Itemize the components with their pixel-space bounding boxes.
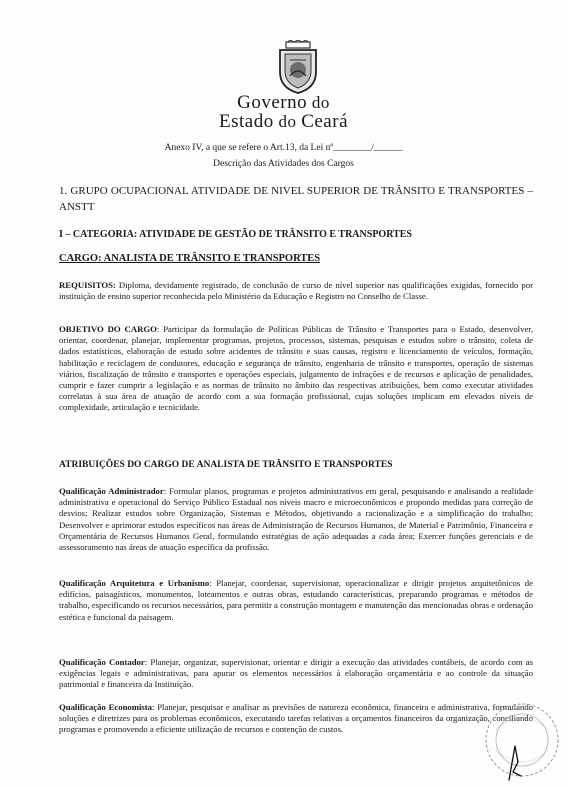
categoria-heading: I – CATEGORIA: ATIVIDADE DE GESTÃO DE TRÂNSITO E TRANSPORTES bbox=[59, 229, 412, 240]
qualificacao-label: Qualificação Economista bbox=[59, 702, 153, 712]
qualificacao-text: : Formular planos, programas e projetos administrativos em geral, pesquisando e analisando a realidade administrativa e operacional do Serviço Público Estadual nos níveis macro e microeconômicos e propondo medidas para correção de desvios; Realizar estudos sobre Organização, Sistemas e Métodos, objetivando a racionalização e a simplificação do trabalho; Desenvolver e aprimorar estudos específicos nas áreas de Administração de Recursos Humanos, de Material e Patrimônio, Financeira e Orçamentária de Recursos Humanos Geral, formulando estratégias de ação adequadas a cada área; Exercer funções gerenciais e de assessoramento nas áreas de atuação específica da profissão. bbox=[59, 486, 533, 553]
gov-word-ceara: Ceará bbox=[301, 111, 349, 132]
qualificacao-label: Qualificação Arquitetura e Urbanismo bbox=[59, 578, 210, 588]
cargo-heading: CARGO: ANALISTA DE TRÂNSITO E TRANSPORTES bbox=[59, 253, 321, 264]
objetivo-text: : Participar da formulação de Políticas Públicas de Trânsito e Transportes para o Estado, desenvolver, orientar, coordenar, planejar, implementar programas, projetos, processos, sistemas, pesquisas e estudos sobre o trânsito, coleta de dados estatísticos, elaboração de estudo sobre acidentes de trânsito e suas causas, registro e licenciamento de veículos, formação, habilitação e reciclagem de condutores, educação e segurança de trânsito, engenharia de trânsito e transportes, operação de sistemas viários, fiscalização de trânsito e transportes e operações especiais, julgamento de infrações e de recursos e aplicação de penalidades, cumprir e fazer cumprir a legislação e as normas de trânsito no âmbito das respectivas atribuições, bem como executar atividades correlatas à sua área de atuação de acordo com a sua formação profissional, cujas soluções implicam em elevados níveis de complexidade, articulação e tecnicidade. bbox=[59, 324, 534, 413]
qualificacao-label: Qualificação Administrador bbox=[59, 486, 164, 496]
gov-word-estado: Estado bbox=[218, 111, 274, 132]
qualificacao-text: : Planejar, pesquisar e analisar as previsões de natureza econômica, financeira e administrativa, formulando soluções e diretrizes para os problemas econômicos, executando tarefas relativas a orçamentos financeiros da organização, conciliando programas e promovendo a eficiente utilização de recursos e contenção de custos. bbox=[59, 702, 534, 735]
grupo-heading: 1. GRUPO OCUPACIONAL ATIVIDADE DE NIVEL SUPERIOR DE TRÂNSITO E TRANSPORTES – ANSTT bbox=[59, 185, 533, 213]
anexo-description: Descrição das Atividades dos Cargos bbox=[213, 159, 354, 169]
signature-icon bbox=[505, 742, 525, 782]
qualificacao-economista bbox=[59, 702, 533, 736]
requisitos-text: Diploma, devidamente registrado, de conclusão de curso de nível superior nas qualificações exigidas, fornecido por instituição de ensino superior reconhecida pelo Ministério da Educação e Registro no Conselho de Classe. bbox=[59, 280, 533, 302]
ceara-coat-of-arms-icon bbox=[276, 40, 320, 94]
qualificacao-text: : Planejar, coordenar, supervisionar, operacionalizar e dirigir projetos arquitetônicos de edifícios, paisagísticos, monumentos, loteamentos e outras obras, estudando características, preparando programas e métodos de trabalho, especificando os recursos necessários, para permitir a construção montagem e manutenção das mencionadas obras e ordenação estética e funcional da paisagem. bbox=[59, 578, 533, 622]
qualificacao-administrador bbox=[59, 486, 533, 553]
objetivo-paragraph bbox=[59, 324, 533, 414]
gov-word-governo: Governo bbox=[237, 92, 308, 113]
requisitos-paragraph bbox=[59, 280, 533, 302]
qualificacao-label: Qualificação Contador bbox=[59, 657, 145, 667]
requisitos-label: REQUISITOS: bbox=[59, 280, 116, 290]
qualificacao-contador bbox=[59, 657, 533, 691]
gov-word-do: do bbox=[311, 93, 330, 112]
atribuicoes-heading: ATRIBUIÇÕES DO CARGO DE ANALISTA DE TRÂNSITO E TRANSPORTES bbox=[59, 460, 393, 470]
anexo-reference: Anexo IV, a que se refere o Art.13, da Lei nº________/______ bbox=[164, 143, 403, 153]
qualificacao-arquitetura bbox=[59, 578, 533, 623]
gov-word-do-2: do bbox=[278, 112, 297, 131]
gov-title-line2 bbox=[0, 111, 567, 133]
objetivo-label: OBJETIVO DO CARGO bbox=[59, 324, 157, 334]
qualificacao-text: : Planejar, organizar, supervisionar, orientar e dirigir a execução das atividades contábeis, de acordo com as exigências legais e administrativas, para apurar os elementos necessários à elaboração orçamentária e ao controle da situação patrimonial e financeira da Instituição. bbox=[59, 657, 534, 690]
